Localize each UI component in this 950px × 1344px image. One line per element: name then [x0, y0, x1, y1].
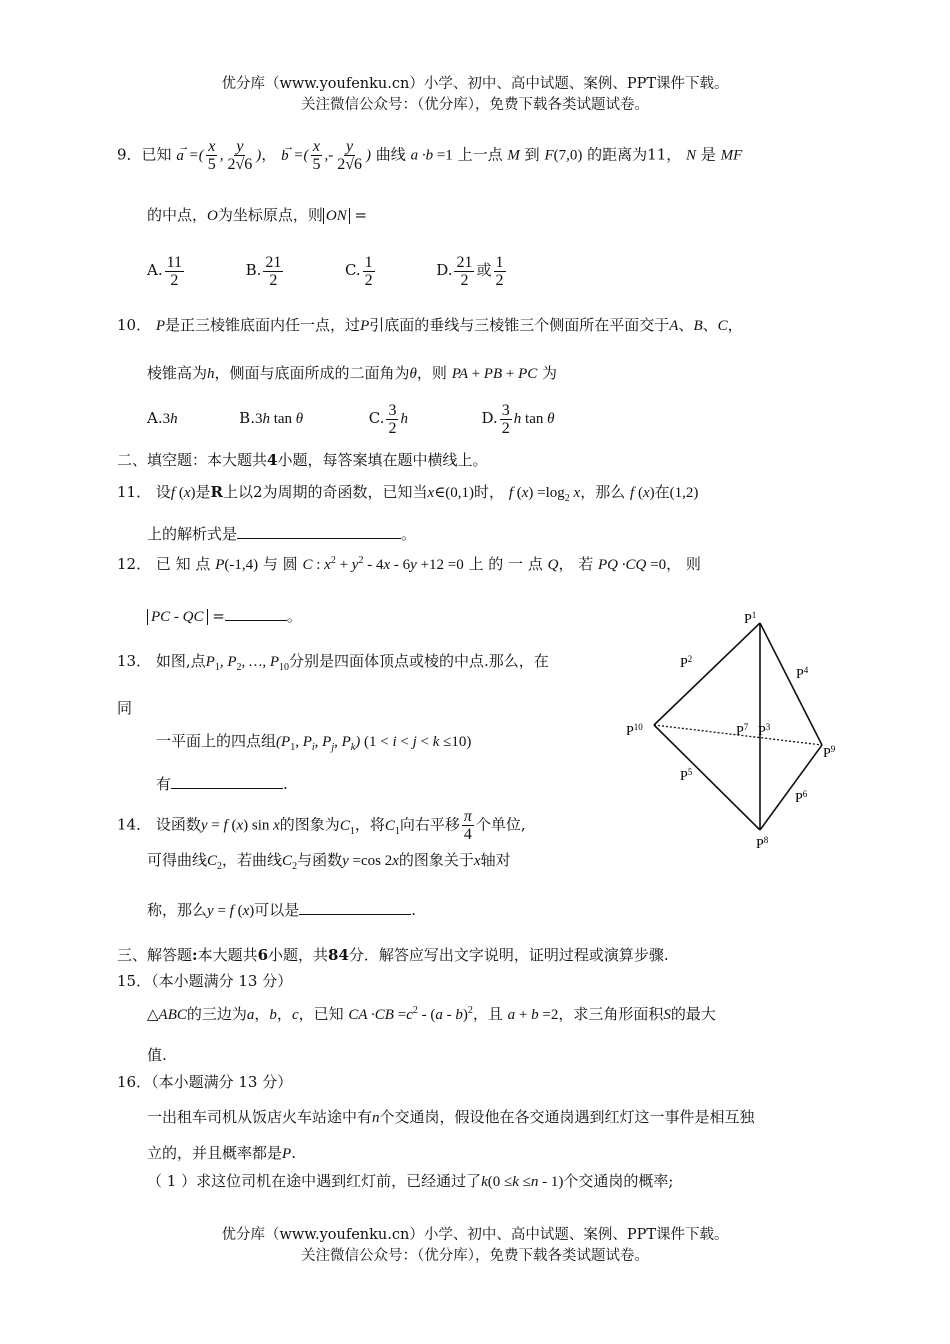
q14-line3: 称，那么y = f (x)可以是 .: [147, 898, 416, 922]
q13-answer-blank[interactable]: [171, 772, 283, 789]
q13-line1: 13． 如图,点$P_1$, $P_2$, …, $P_{10}$分别是四面体顶点或棱的中点.那么，在: [117, 652, 549, 673]
label-p3: $P^3$: [758, 722, 771, 739]
q12-line1: 12． 已 知 点 P(-1,4) 与 圆 C : $x^2 + y^2 - 4x - 6y +12 =0$ 上 的 一 点 Q， 若 PQ ·CQ =0， 则: [117, 555, 701, 573]
q12-number: 12．: [117, 555, 152, 573]
q9-options: [147, 250, 508, 290]
label-p1: $P^1$: [744, 610, 757, 627]
q13-line2: 同: [117, 699, 133, 717]
page-header-line1: 优分库（www.youfenku.cn）小学、初中、高中试题、案例、PPT课件下载。: [221, 76, 729, 92]
q15-line2: 值.: [147, 1046, 167, 1064]
q11-line2: 上的解析式是 。: [147, 522, 416, 545]
q9-option-c: C. $\frac{1}{2}$: [344, 253, 373, 289]
q9-number: 9．: [117, 145, 142, 164]
q14-number: 14．: [117, 815, 152, 834]
q10-option-a: A.3h: [147, 409, 178, 427]
q9-line1: 9．已知 → a =( $\frac{x}{5}$ , $\frac{y}{2√6}$ )， → b =( $\frac{x}{5}$ ,- $\frac{y}{2√6}$ ) 曲线 a ·b =1 上一点 M 到 F(7,0) 的距离为11， N 是 MF: [117, 138, 743, 173]
edge-p9-p8: [760, 745, 822, 830]
page-footer-line1: 优分库（www.youfenku.cn）小学、初中、高中试题、案例、PPT课件下载。: [221, 1227, 729, 1243]
q15-number: 15．: [117, 972, 152, 990]
tetrahedron-figure: [620, 605, 850, 855]
q14-answer-blank[interactable]: [299, 898, 411, 915]
label-p8: $P^8$: [756, 835, 769, 852]
page-header-line2: 关注微信公众号：（优分库），免费下载各类试题试卷。: [301, 97, 649, 113]
q16-part1: （ 1 ）求这位司机在途中遇到红灯前，已经通过了k(0 ≤k ≤n - 1)个交通岗的概率;: [147, 1172, 674, 1190]
q9-option-d: D. $\frac{21}{2}$ 或 $\frac{1}{2}$: [436, 253, 504, 289]
label-p7: $P^7$: [736, 722, 749, 739]
q16-line2: 立的，并且概率都是P.: [147, 1144, 296, 1162]
section3-heading: 三、解答题:本大题共6小题，共84分．解答应写出文字说明，证明过程或演算步骤.: [117, 946, 669, 964]
q14-line2: 可得曲线$C_2$，若曲线$C_2$与函数y =cos 2x的图象关于x轴对: [147, 851, 511, 872]
section2-heading: 二、填空题：本大题共4小题，每答案填在题中横线上。: [117, 451, 488, 469]
q10-options: [147, 398, 554, 439]
q9-line2: 的中点，O为坐标原点，则 ON =: [147, 206, 368, 224]
q11-number: 11．: [117, 483, 152, 501]
q11-line1: 11． 设f (x)是R上以2为周期的奇函数，已知当x∈(0,1)时， f $(x) =\log_2$ x，那么 f (x)在(1,2): [117, 483, 699, 504]
q11-answer-blank[interactable]: [237, 522, 401, 539]
q15-line1: △ABC的三边为a，b，c，已知 CA $\cdot CB =c^2 - (a - b)^2$，且 a + b =2，求三角形面积S的最大: [147, 1005, 716, 1023]
label-p4: $P^4$: [796, 665, 809, 682]
q9-option-b: B. $\frac{21}{2}$: [245, 253, 282, 289]
edge-p1-p10: [654, 623, 760, 725]
q12-line2: PC - QC = 。: [147, 604, 302, 628]
q13-line3: 一平面上的四点组($P_1$, $P_i$, $P_j$, $P_k$) (1 < i < j < k ≤10): [156, 732, 472, 753]
q16-number: 16．: [117, 1073, 152, 1091]
label-p2: $P^2$: [680, 654, 693, 671]
edge-p10-p8: [654, 725, 760, 830]
label-p6: $P^6$: [795, 789, 808, 806]
q13-number: 13．: [117, 652, 152, 670]
q10-number: 10．: [117, 316, 152, 334]
q13-line4: 有 .: [156, 772, 288, 795]
label-p10: $P^{10}$: [626, 722, 643, 739]
q10-option-d: D. $\frac{3}{2}$ h tan θ: [481, 401, 555, 437]
q16-header: 16．（本小题满分 13 分）: [117, 1073, 293, 1091]
q10-line1: 10． P是正三棱锥底面内任一点，过P引底面的垂线与三棱锥三个侧面所在平面交于A、B、C，: [117, 316, 743, 334]
q9-option-a: A. $\frac{11}{2}$: [147, 253, 183, 289]
label-p5: $P^5$: [680, 767, 693, 784]
q10-line2: 棱锥高为h，侧面与底面所成的二面角为θ，则 PA + PB + PC 为: [147, 364, 558, 382]
q10-option-c: C. $\frac{3}{2}$ h: [368, 401, 408, 437]
q10-option-b: B.3h tan θ: [239, 409, 304, 427]
q15-header: 15．（本小题满分 13 分）: [117, 972, 293, 990]
q16-line1: 一出租车司机从饭店火车站途中有n个交通岗，假设他在各交通岗遇到红灯这一事件是相互独: [147, 1108, 755, 1126]
q14-line1: 14． 设函数y = f (x) sin x的图象为$C_1$，将$C_1$向右平移 $\frac{\pi}{4}$ 个单位,: [117, 808, 526, 843]
q12-answer-blank[interactable]: [225, 604, 287, 621]
page-footer-line2: 关注微信公众号：（优分库），免费下载各类试题试卷。: [301, 1248, 649, 1264]
label-p9: $P^9$: [823, 744, 836, 761]
